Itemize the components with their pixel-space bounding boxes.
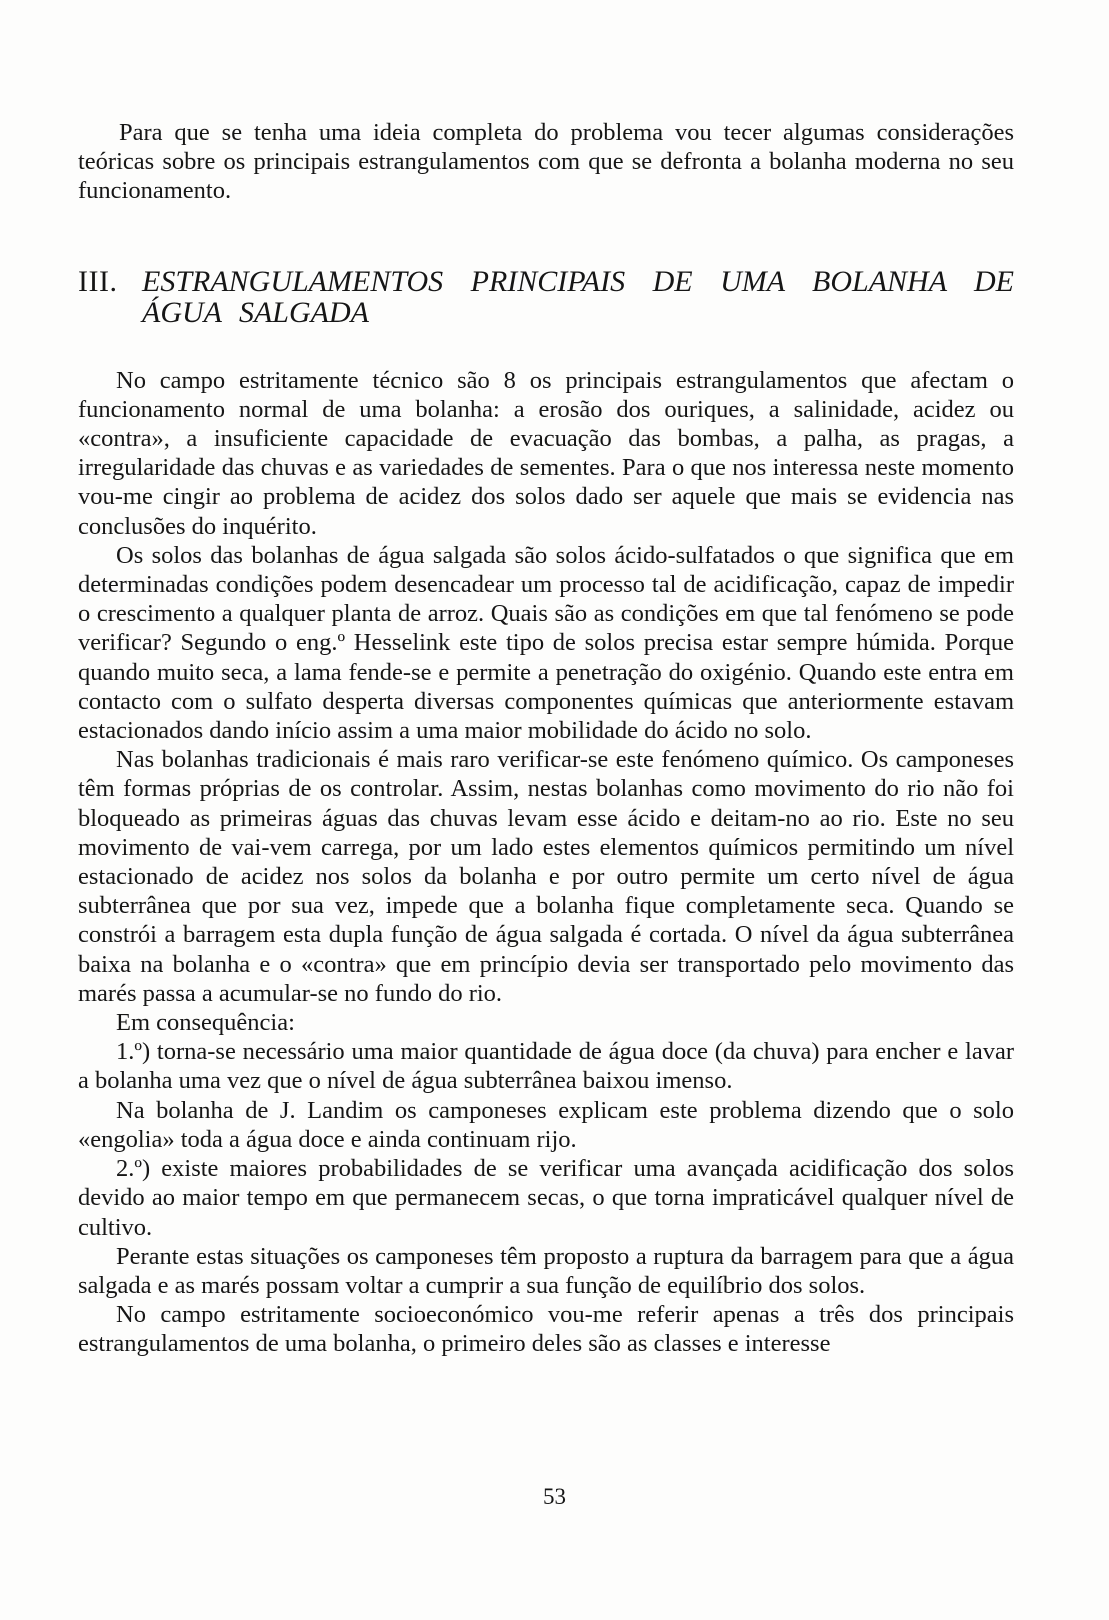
paragraph-consequence-1: 1.º) torna-se necessário uma maior quantidade de água doce (da chuva) para encher e lavar a bolanha uma vez que o nível de água subterrânea baixou imenso. <box>78 1038 1014 1095</box>
paragraph-consequence-intro: Em consequência: <box>116 1009 295 1037</box>
paragraph-consequence-2: 2.º) existe maiores probabilidades de se verificar uma avançada acidificação dos solos devido ao maior tempo em que permanecem secas, o que torna impraticável qualquer nível de cultivo. <box>78 1155 1014 1241</box>
paragraph-traditional-bolanhas: Nas bolanhas tradicionais é mais raro verificar-se este fenómeno químico. Os camponeses têm formas próprias de os controlar. Assim, nestas bolanhas como movimento do rio não foi bloqueado as primeiras águas das chuvas levam esse ácido e deitam-no ao rio. Este no seu movimento de vai-vem carrega, por um lado estes elementos químicos permitindo um nível estacionado de acidez nos solos da bolanha e por outro permite um certo nível de água subterrânea que por sua vez, impede que a bolanha fique completamente seca. Quando se constrói a barragem esta dupla função de água salgada é cortada. O nível da água subterrânea baixa na bolanha e o «contra» que em princípio devia ser transportado pelo movimento das marés passa a acumular-se no fundo do rio. <box>78 746 1014 1007</box>
page-body <box>78 118 1014 1359</box>
paragraph-technical-bottlenecks: No campo estritamente técnico são 8 os principais estrangulamentos que afectam o funcionamento normal de uma bolanha: a erosão dos ouriques, a salinidade, acidez ou «contra», a insuficiente capacidade de evacuação das bombas, a palha, as pragas, a irregularidade das chuvas e as variedades de sementes. Para o que nos interessa neste momento vou-me cingir ao problema de acidez dos solos dado ser aquele que mais se evidencia nas conclusões do inquérito. <box>78 366 1014 540</box>
paragraph-landim-example: Na bolanha de J. Landim os camponeses explicam este problema dizendo que o solo «engolia» toda a água doce e ainda continuam rijo. <box>78 1096 1014 1153</box>
paragraph-acid-sulfate-soils: Os solos das bolanhas de água salgada são solos ácido-sulfatados o que significa que em determinadas condições podem desencadear um processo tal de acidificação, capaz de impedir o crescimento a qualquer planta de arroz. Quais são as condições em que tal fenómeno se pode verificar? Segundo o eng.º Hesselink este tipo de solos precisa estar sempre húmida. Porque quando muito seca, a lama fende-se e permite a penetração do oxigénio. Quando este entra em contacto com o sulfato desperta diversas componentes químicas que anteriormente estavam estacionados dando início assim a uma maior mobilidade do ácido no solo. <box>78 541 1014 745</box>
page-number: 53 <box>543 1484 566 1509</box>
section-title: ESTRANGULAMENTOS PRINCIPAIS DE UMA BOLANHA DE ÁGUA SALGADA <box>142 264 1014 329</box>
intro-paragraph: Para que se tenha uma ideia completa do problema vou tecer algumas considerações teóricas sobre os principais estrangulamentos com que se defronta a bolanha moderna no seu funcionamento. <box>78 119 1014 205</box>
section-number: III. <box>78 264 118 298</box>
section-heading <box>78 266 1014 328</box>
paragraph-socioeconomic: No campo estritamente socioeconómico vou-me referir apenas a três dos principais estrangulamentos de uma bolanha, o primeiro deles são as classes e interesse <box>78 1301 1014 1358</box>
paragraph-dam-rupture: Perante estas situações os camponeses têm proposto a ruptura da barragem para que a água salgada e as marés possam voltar a cumprir a sua função de equilíbrio dos solos. <box>78 1242 1014 1299</box>
